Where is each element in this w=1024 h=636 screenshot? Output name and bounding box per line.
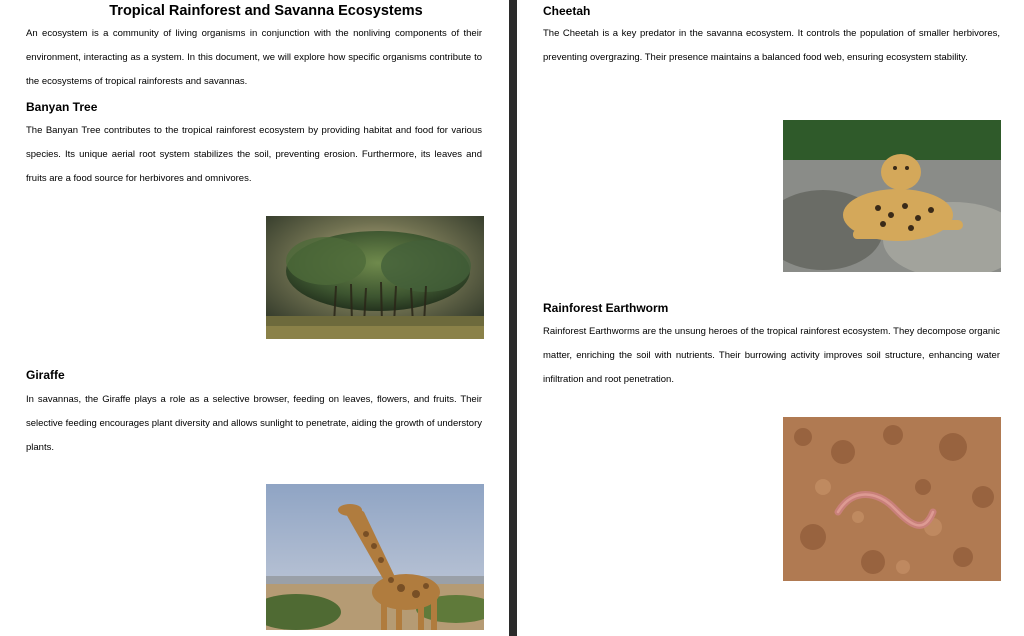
banyan-tree-image xyxy=(266,216,484,339)
intro-paragraph: An ecosystem is a community of living organisms in conjunction with the nonliving components of their environment, interacting as a system. In this document, we will explore how specific organisms contribute to the ecosystems of tropical rainforests and savannas. xyxy=(26,28,482,87)
giraffe-image xyxy=(266,484,484,630)
cheetah-image xyxy=(783,120,1001,272)
heading-cheetah: Cheetah xyxy=(543,4,591,18)
paragraph-cheetah: The Cheetah is a key predator in the savanna ecosystem. It controls the population of smaller herbivores, preventing overgrazing. Their presence maintains a balanced food web, ensuring ecosystem stability. xyxy=(543,28,1000,63)
paragraph-banyan-tree: The Banyan Tree contributes to the tropical rainforest ecosystem by providing habitat and food for various species. Its unique aerial root system stabilizes the soil, preventing erosion. Furthermore, its leaves and fruits are a food source for herbivores and omnivores. xyxy=(26,125,482,184)
heading-banyan-tree: Banyan Tree xyxy=(26,100,98,114)
heading-rainforest-earthworm: Rainforest Earthworm xyxy=(543,301,669,315)
paragraph-rainforest-earthworm: Rainforest Earthworms are the unsung heroes of the tropical rainforest ecosystem. They decompose organic matter, enriching the soil with nutrients. Their burrowing activity improves soil structure, enhancing water infiltration and root penetration. xyxy=(543,326,1000,385)
doc-title: Tropical Rainforest and Savanna Ecosystems xyxy=(109,3,423,19)
paragraph-giraffe: In savannas, the Giraffe plays a role as a selective browser, feeding on leaves, flowers, and fruits. Their selective feeding encourages plant diversity and allows sunlight to penetrate, aiding the growth of understory plants. xyxy=(26,394,482,453)
heading-giraffe: Giraffe xyxy=(26,368,65,382)
page-divider xyxy=(509,0,517,636)
earthworm-image xyxy=(783,417,1001,581)
